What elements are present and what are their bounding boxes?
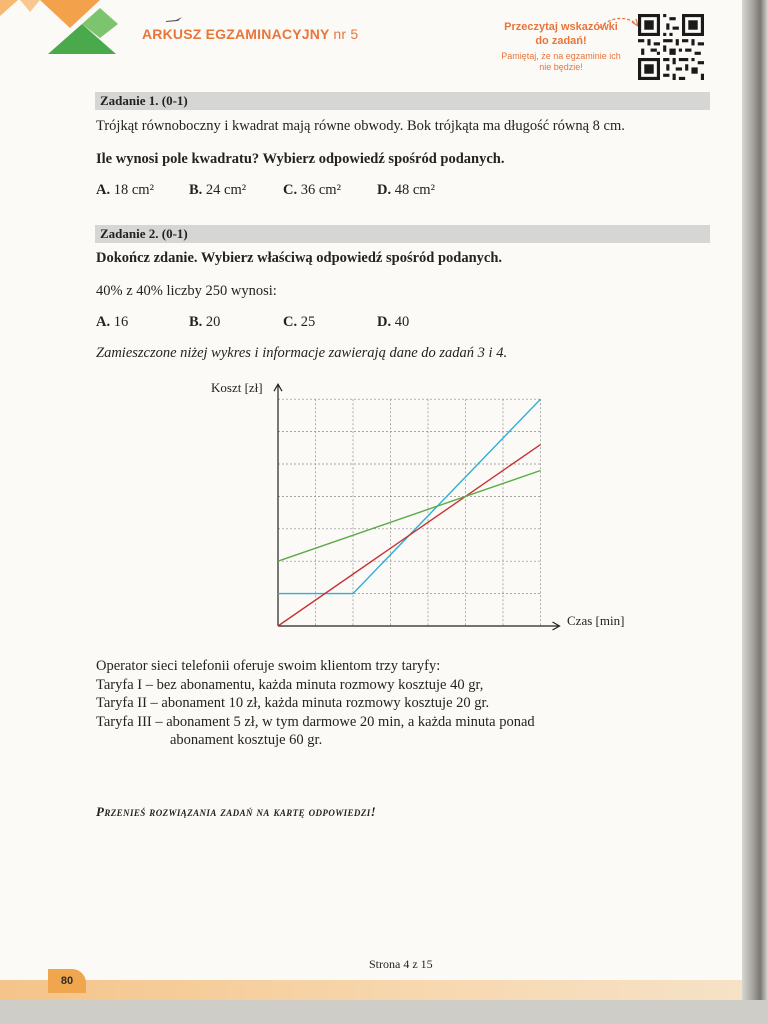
- task1-answer-b[interactable]: B. 24 cm²: [189, 182, 247, 198]
- task1-answer-a[interactable]: A. 18 cm²: [96, 182, 154, 198]
- tariff-info: [96, 657, 535, 750]
- series-line-red: [278, 445, 541, 626]
- task2-answer-c[interactable]: C. 25: [283, 314, 316, 330]
- task1-heading-bar: [95, 92, 710, 110]
- page-number: 80: [48, 969, 86, 993]
- exam-title: ARKUSZ EGZAMINACYJNY nr 5: [142, 26, 359, 42]
- task2-answers: [96, 314, 496, 334]
- tariff-1: Taryfa I – bez abonamentu, każda minuta rozmowy kosztuje 40 gr,: [96, 676, 484, 693]
- task1-heading: Zadanie 1. (0-1): [100, 93, 188, 108]
- tariff-chart: [200, 372, 640, 642]
- task2-text: 40% z 40% liczby 250 wynosi:: [96, 283, 277, 299]
- task1-text: Trójkąt równoboczny i kwadrat mają równe obwody. Bok trójkąta ma długość równą 8 cm.: [96, 118, 625, 134]
- task1-answers: [96, 182, 496, 202]
- x-axis-label: Czas [min]: [567, 613, 625, 628]
- page-edge-shadow: [742, 0, 768, 1024]
- y-axis-label: Koszt [zł]: [211, 380, 263, 395]
- tariff-3-continued: abonament kosztuje 60 gr.: [170, 732, 323, 748]
- task2-answer-d[interactable]: D. 40: [377, 314, 410, 330]
- series-line-blue: [278, 399, 541, 593]
- task2-question: Dokończ zdanie. Wybierz właściwą odpowiedź spośród podanych.: [96, 250, 503, 266]
- qr-code[interactable]: [636, 14, 706, 80]
- task2-heading: Zadanie 2. (0-1): [100, 226, 188, 241]
- task1-answer-d[interactable]: D. 48 cm²: [377, 182, 435, 198]
- tariff-intro: Operator sieci telefonii oferuje swoim klientom trzy taryfy:: [96, 658, 441, 674]
- task1-question: Ile wynosi pole kwadratu? Wybierz odpowiedź spośród podanych.: [96, 151, 505, 167]
- task1-answer-c[interactable]: C. 36 cm²: [283, 182, 341, 198]
- chart-grid: [278, 399, 541, 626]
- task2-heading-bar: [95, 225, 710, 243]
- hint-sub: Pamiętaj, że na egzaminie ich nie będzie!: [501, 51, 621, 72]
- tariff-3: Taryfa III – abonament 5 zł, w tym darmowe 20 min, a każda minuta ponad: [96, 713, 535, 730]
- bottom-strip: [0, 1000, 768, 1024]
- chart-intro: Zamieszczone niżej wykres i informacje zawierają dane do zadań 3 i 4.: [96, 345, 508, 361]
- logo-graphic: [0, 0, 120, 70]
- series-line-green: [278, 470, 541, 561]
- tariff-2: Taryfa II – abonament 10 zł, każda minuta rozmowy kosztuje 20 gr.: [96, 695, 490, 711]
- footer-bar: [0, 980, 750, 1000]
- title-mark-icon: [166, 17, 182, 23]
- chart-series: [278, 399, 541, 626]
- page-info: Strona 4 z 15: [369, 957, 433, 971]
- transfer-note: Przenieś rozwiązania zadań na kartę odpowiedzi!: [96, 804, 377, 819]
- task2-answer-a[interactable]: A. 16: [96, 314, 129, 330]
- header: [0, 0, 750, 80]
- task2-answer-b[interactable]: B. 20: [189, 314, 221, 330]
- hint-main: Przeczytaj wskazówki do zadań!: [504, 21, 618, 47]
